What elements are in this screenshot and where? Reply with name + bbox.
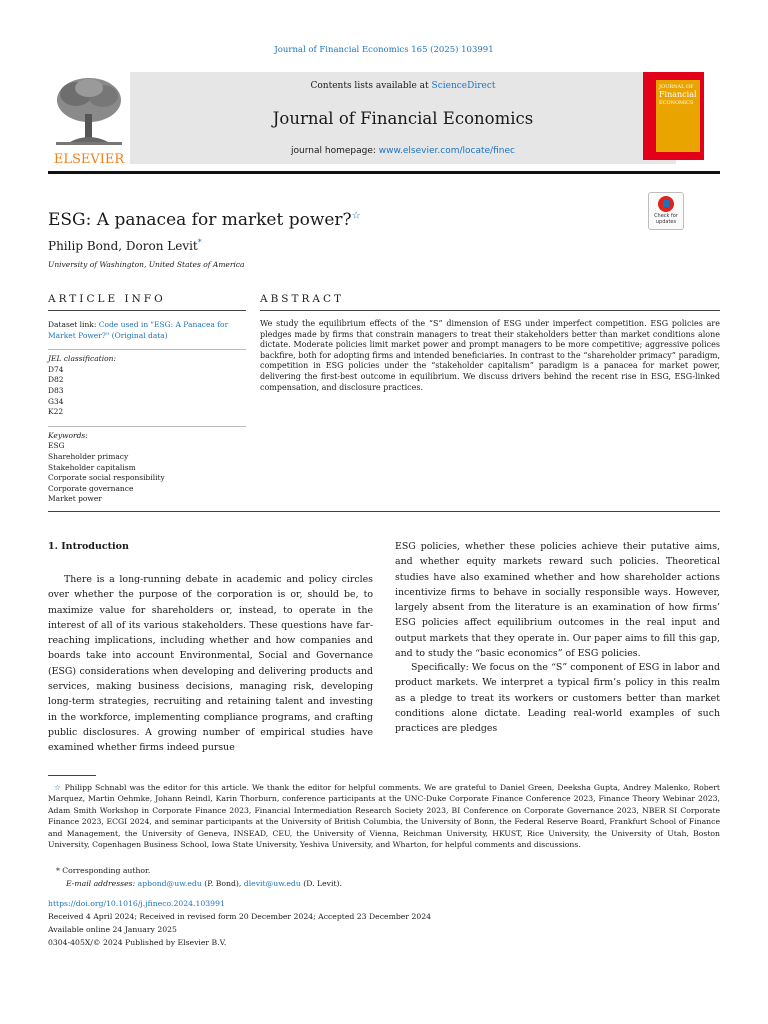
keyword: Corporate social responsibility — [48, 473, 165, 483]
jel-code: D74 — [48, 364, 64, 374]
homepage-prefix: journal homepage: — [291, 146, 379, 156]
keyword: ESG — [48, 441, 65, 451]
info-separator — [48, 349, 246, 350]
title-footnote-marker[interactable]: ☆ — [351, 210, 361, 222]
footnote-rule — [48, 775, 96, 776]
email-name-bond: (P. Bond), — [204, 879, 242, 888]
article-info-heading: ARTICLE INFO — [48, 293, 166, 305]
elsevier-wordmark: ELSEVIER — [53, 152, 125, 166]
body-rule — [48, 511, 720, 512]
email-addresses — [66, 879, 342, 888]
contents-line — [130, 81, 676, 91]
doi-link[interactable]: https://doi.org/10.1016/j.jfineco.2024.103991 — [48, 899, 225, 908]
email-link-levit[interactable]: dlevit@uw.edu — [243, 879, 301, 888]
corresponding-author-marker[interactable]: * — [197, 238, 202, 247]
contents-prefix: Contents lists available at — [310, 81, 432, 91]
cover-line-1: JOURNAL OF — [659, 84, 694, 90]
jel-label: JEL classification: — [48, 354, 116, 364]
journal-name: Journal of Financial Economics — [272, 109, 534, 128]
masthead-center — [130, 72, 676, 164]
author-names: Philip Bond, Doron Levit — [48, 239, 198, 253]
abstract-heading: ABSTRACT — [260, 293, 345, 305]
masthead-rule — [48, 171, 720, 174]
corr-text: Corresponding author. — [62, 866, 151, 875]
dataset-prefix: Dataset link: — [48, 320, 99, 329]
intro-paragraph-1: There is a long-running debate in academic and policy circles over whether the purpose of the corporation is or, should be, to maximize value for shareholders or, instead, to operate in the interest of all of its various stakeholders. These questions have far-reaching implications, including whether and how companies and boards take into account Environmental, Social and Governance (ESG) considerations when developing and delivering products and services, making business decisions, managing risk, developing long-term strategies, recruiting and retaining talent and investing in the workforce, implementing compliance programs, and crafting public disclosures. A growing number of empirical studies have examined whether firms indeed pursue — [48, 574, 373, 754]
email-link-bond[interactable]: apbond@uw.edu — [137, 879, 202, 888]
journal-citation[interactable]: Journal of Financial Economics 165 (2025) 103991 — [274, 45, 494, 55]
article-info-rule — [48, 310, 246, 311]
issn-copyright: 0304-405X/© 2024 Published by Elsevier B.V. — [48, 938, 227, 947]
elsevier-tree-icon — [48, 70, 130, 166]
article-title-text: ESG: A panacea for market power? — [48, 210, 352, 230]
check-updates-line-1: Check for — [654, 213, 678, 219]
jel-code: K22 — [48, 407, 64, 417]
online-date: Available online 24 January 2025 — [48, 925, 177, 934]
corresponding-author-note — [56, 866, 150, 875]
intro-paragraph-1-continued: ESG policies, whether these policies achieve their putative aims, and whether equity markets reward such policies. Theoretical studies have also examined whether and how shareholder actions incentivize firms to behave in socially responsible ways. However, largely absent from the literature is an examination of how firms’ ESG policies affect equilibrium outcomes in the real input and output markets that they operate in. Our paper aims to fill this gap, and to study the “basic economics” of ESG policies. — [395, 541, 720, 660]
article-title — [48, 210, 361, 230]
masthead — [48, 70, 720, 166]
cover-line-3: ECONOMICS — [659, 100, 694, 106]
keyword: Market power — [48, 494, 102, 504]
article-info-panel — [48, 320, 246, 513]
sciencedirect-link[interactable]: ScienceDirect — [431, 81, 496, 91]
journal-cover[interactable] — [643, 72, 704, 160]
email-name-levit: (D. Levit). — [303, 879, 342, 888]
abstract-rule — [260, 310, 720, 311]
introduction-heading: 1. Introduction — [48, 541, 129, 552]
keyword: Corporate governance — [48, 483, 134, 493]
intro-paragraph-2: Specifically: We focus on the “S” component of ESG in labor and product markets. We interpret a typical firm’s policy in this realm as a pledge to treat its workers or customers better than market conditions alone dictate. Leading real-world examples of such practices are pledges — [395, 662, 720, 735]
check-for-updates-button[interactable] — [648, 192, 684, 230]
check-updates-line-2: updates — [655, 219, 677, 225]
jel-code: D82 — [48, 375, 64, 385]
keywords-group — [48, 431, 246, 505]
keyword: Stakeholder capitalism — [48, 462, 136, 472]
elsevier-logo[interactable] — [48, 70, 130, 166]
homepage-line — [130, 146, 676, 156]
dataset-link[interactable]: Code used in "ESG: A Panacea for Market Power?" (Original data) — [48, 320, 229, 340]
check-updates-icon — [658, 196, 674, 212]
jel-code: D83 — [48, 385, 64, 395]
keyword: Shareholder primacy — [48, 451, 129, 461]
affiliation: University of Washington, United States of America — [48, 260, 245, 269]
homepage-link[interactable]: www.elsevier.com/locate/finec — [378, 146, 515, 156]
acknowledgement-footnote — [48, 782, 720, 850]
acknowledgement-text: Philipp Schnabl was the editor for this article. We thank the editor for helpful comments. We are grateful to Daniel Green, Deeksha Gupta, Andrey Malenko, Robert Marquez, Martin Oehmke, Johann Reindl, Karin Thorburn, conference participants at the UNC-Duke Corporate Finance Conference 2023, Finance Theory Webinar 2023, Adam Smith Workshop in Corporate Finance 2023, Financial Intermediation Research Society 2023, BI Conference on Corporate Governance 2023, NBER SI Corporate Finance 2023, ECGI 2024, and seminar participants at the University of British Columbia, the University of Bonn, the Federal Reserve Board, Frankfurt School of Finance and Management, the University of Geneva, INSEAD, CEU, the University of Vienna, Reichman University, HKUST, Rice University, the University of Utah, Boston University, Copenhagen Business School, Iowa State University, Yeshiva University, and Wharton, for helpful comments and discussions. — [48, 783, 720, 850]
info-separator — [48, 426, 246, 427]
corr-marker: * — [56, 866, 60, 875]
cover-line-2: Financial — [659, 90, 697, 99]
email-label: E-mail addresses: — [66, 879, 136, 888]
author-list — [48, 238, 202, 253]
dataset-link-group — [48, 320, 246, 341]
footnote-star-marker: ☆ — [54, 783, 62, 792]
received-dates: Received 4 April 2024; Received in revised form 20 December 2024; Accepted 23 December 2024 — [48, 912, 432, 921]
jel-group — [48, 354, 246, 418]
jel-code: G34 — [48, 396, 64, 406]
abstract-text: We study the equilibrium effects of the “S” dimension of ESG under imperfect competition. ESG policies are pledges made by firms that constrain managers to treat their stakeholders better than market conditions alone dictate. Moderate policies limit market power and prompt managers to be more competitive; aggressive polices backfire, both for adopting firms and intended beneficiaries. In contrast to the “shareholder primacy” paradigm, competition in ESG policies under the “stakeholder capitalism” paradigm is a panacea for market power, delivering the first-best outcome in equilibrium. We discuss drivers behind the recent rise in ESG, ESG-linked compensation, and disclosure practices. — [260, 319, 720, 392]
keywords-label: Keywords: — [48, 430, 88, 440]
